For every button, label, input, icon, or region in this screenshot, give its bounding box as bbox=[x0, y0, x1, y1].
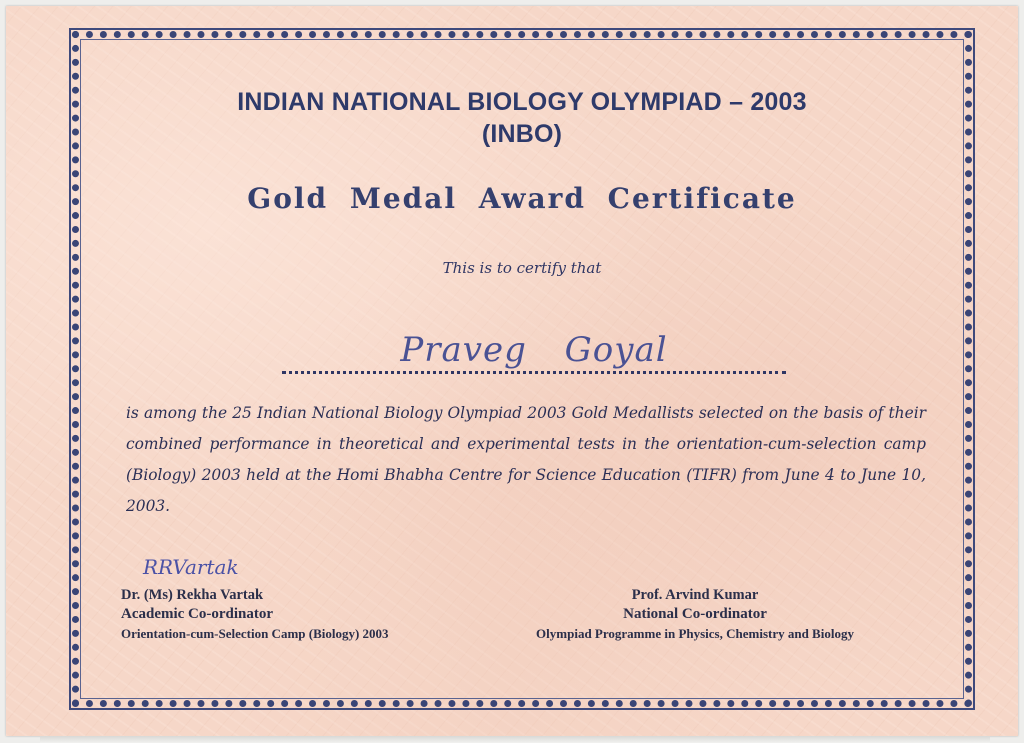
certificate-body-text: is among the 25 Indian National Biology Olympiad 2003 Gold Medallists selected on the basis of their combined performance in theoretical and experimental tests in the orientation-cum-selection camp (Biology) 2003 held at the Homi Bhabha Centre for Science Education (TIFR) from June 4 to June 10, 2003. bbox=[126, 404, 926, 515]
olympiad-abbreviation: (INBO) bbox=[481, 120, 563, 148]
certify-statement: This is to certify that bbox=[442, 259, 602, 277]
award-title: Gold Medal Award Certificate bbox=[247, 182, 797, 215]
recipient-name: Praveg Goyal bbox=[400, 330, 668, 370]
left-signature: RRVartak bbox=[143, 555, 239, 579]
left-signatory-role: Academic Co-ordinator bbox=[121, 606, 274, 622]
left-signatory-program: Orientation-cum-Selection Camp (Biology) 2003 bbox=[121, 626, 389, 641]
right-signatory-role: National Co-ordinator bbox=[623, 606, 767, 622]
left-signatory-name: Dr. (Ms) Rekha Vartak bbox=[121, 587, 264, 603]
name-dotted-line bbox=[282, 371, 786, 374]
right-signatory-program: Olympiad Programme in Physics, Chemistry and Biology bbox=[536, 626, 854, 641]
right-signatory-name: Prof. Arvind Kumar bbox=[631, 587, 759, 603]
scan-bottom-edge bbox=[40, 736, 990, 743]
right-signatory-block bbox=[500, 586, 890, 643]
left-signatory-block bbox=[121, 586, 389, 643]
olympiad-title: INDIAN NATIONAL BIOLOGY OLYMPIAD – 2003 bbox=[237, 88, 807, 116]
